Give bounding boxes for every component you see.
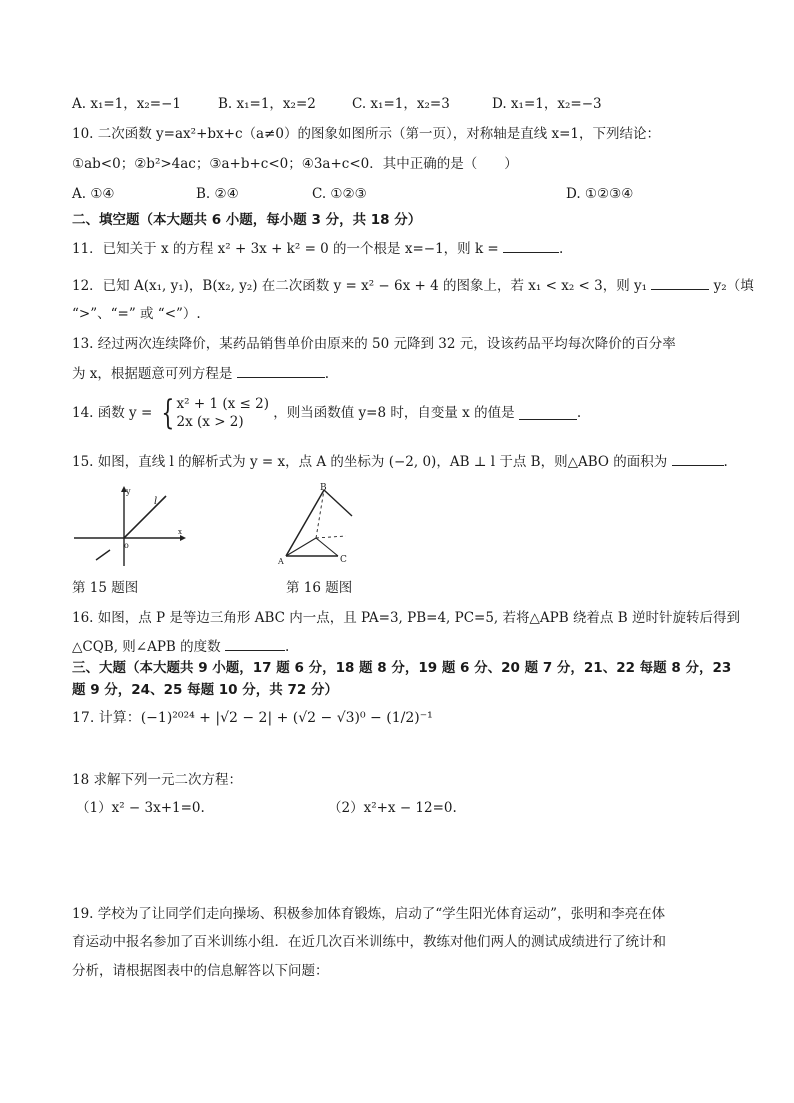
q13-line1: 13. 经过两次连续降价，某药品销售单价由原来的 50 元降到 32 元，设该药品平均每次降价的百分率 — [72, 336, 676, 352]
q14 — [72, 392, 581, 432]
fig16-caption: 第 16 题图 — [286, 580, 353, 596]
section-3-heading-line1: 三、大题（本大题共 9 小题，17 题 6 分，18 题 8 分，19 题 6 分、20 题 7 分，21、22 每题 8 分，23 — [72, 660, 732, 676]
figure-15 — [74, 484, 186, 570]
fig15-label-l: l — [154, 496, 158, 507]
fig16-segment-pq — [316, 536, 346, 538]
q18-part2: （2）x²+x − 12=0. — [328, 800, 457, 816]
q14-case-1: x² + 1 (x ≤ 2) — [176, 395, 269, 412]
fig16-segment-pc — [316, 538, 338, 556]
q14-end: . — [576, 404, 582, 421]
q15-answer-blank[interactable] — [672, 451, 724, 466]
fig15-caption: 第 15 题图 — [72, 580, 139, 596]
q11-text: 11．已知关于 x 的方程 x² + 3x + k² = 0 的一个根是 x=−1，则 k = — [72, 241, 499, 257]
q9-option-b: B. x₁=1，x₂=2 — [218, 96, 316, 112]
q9-option-a: A. x₁=1，x₂=−1 — [72, 96, 181, 112]
q16-end: . — [284, 639, 290, 655]
q15-end: . — [723, 454, 728, 470]
fig15-label-y: y — [126, 487, 131, 496]
q13-text: 为 x，根据题意可列方程是 — [72, 366, 233, 382]
q16-answer-blank[interactable] — [225, 636, 285, 651]
figure-16 — [276, 482, 354, 568]
q13-line2 — [72, 363, 329, 384]
q9-option-d: D. x₁=1，x₂=−3 — [492, 96, 602, 112]
q19-line1: 19. 学校为了让同学们走向操场、积极参加体育锻炼，启动了“学生阳光体育运动”，张明和李亮在体 — [72, 906, 666, 922]
fig15-label-x: x — [178, 528, 182, 536]
fig15-label-o: o — [124, 541, 129, 550]
q16-text: △CQB, 则∠APB 的度数 — [72, 639, 221, 655]
fig16-label-b: B — [320, 483, 327, 493]
q18-title: 18 求解下列一元二次方程： — [72, 772, 242, 788]
q12 — [72, 275, 754, 296]
q14-piecewise — [177, 395, 269, 431]
fig15-segment-ab — [96, 550, 110, 560]
fig16-segment-bq — [324, 490, 352, 516]
q12-text: 12．已知 A(x₁, y₁)，B(x₂, y₂) 在二次函数 y = x² − 6x + 4 的图象上，若 x₁ < x₂ < 3，则 y₁ — [72, 278, 648, 294]
fig15-line-l — [124, 496, 166, 538]
q15-text: 15. 如图，直线 l 的解析式为 y = x，点 A 的坐标为 (−2, 0)，AB ⊥ l 于点 B，则△ABO 的面积为 — [72, 454, 668, 470]
q15 — [72, 451, 728, 472]
q18-part1: （1）x² − 3x+1=0. — [76, 800, 205, 816]
section-3-heading-line2: 题 9 分，24、25 每题 10 分，共 72 分） — [72, 682, 338, 698]
q9-option-c: C. x₁=1，x₂=3 — [352, 96, 450, 112]
q10-option-b: B. ②④ — [196, 186, 239, 202]
fig16-label-c: C — [340, 555, 347, 565]
q10-option-d: D. ①②③④ — [566, 186, 634, 202]
q12-answer-blank[interactable] — [651, 275, 709, 290]
q10-stem: 10. 二次函数 y=ax²+bx+c（a≠0）的图象如图所示（第一页），对称轴是直线 x=1，下列结论： — [72, 126, 661, 142]
q14-case-2: 2x (x > 2) — [176, 413, 244, 430]
section-2-heading: 二、填空题（本大题共 6 小题，每小题 3 分，共 18 分） — [72, 212, 422, 228]
q12-line2: “>”、“=” 或 “<”）. — [72, 306, 201, 322]
q14-brace: { — [160, 392, 174, 433]
q11-end: . — [559, 241, 564, 257]
q14-text-mid: ，则当函数值 y=8 时，自变量 x 的值是 — [273, 404, 515, 421]
q17: 17. 计算：(−1)²⁰²⁴ + |√2 − 2| + (√2 − √3)⁰ − (1/2)⁻¹ — [72, 710, 433, 726]
q12-text-end: y₂（填 — [713, 278, 754, 294]
q11 — [72, 238, 563, 259]
q14-text-start: 14. 函数 y = — [72, 404, 153, 421]
q10-option-c: C. ①②③ — [312, 186, 367, 202]
q19-line3: 分析，请根据图表中的信息解答以下问题： — [72, 963, 329, 979]
q10-option-a: A. ①④ — [72, 186, 115, 202]
q13-answer-blank[interactable] — [237, 363, 325, 378]
q16-line1: 16. 如图，点 P 是等边三角形 ABC 内一点，且 PA=3, PB=4, PC=5, 若将△APB 绕着点 B 逆时针旋转后得到 — [72, 610, 740, 626]
fig16-side-ab — [286, 490, 324, 556]
q19-line2: 育运动中报名参加了百米训练小组．在近几次百米训练中，教练对他们两人的测试成绩进行了统计和 — [72, 934, 666, 950]
q14-answer-blank[interactable] — [519, 405, 577, 420]
q13-end: . — [324, 366, 329, 382]
q11-answer-blank[interactable] — [503, 238, 559, 253]
q10-conclusions: ①ab<0；②b²>4ac；③a+b+c<0；④3a+c<0．其中正确的是（ ） — [72, 156, 518, 172]
q16-line2 — [72, 636, 289, 657]
fig16-label-a: A — [278, 557, 284, 566]
